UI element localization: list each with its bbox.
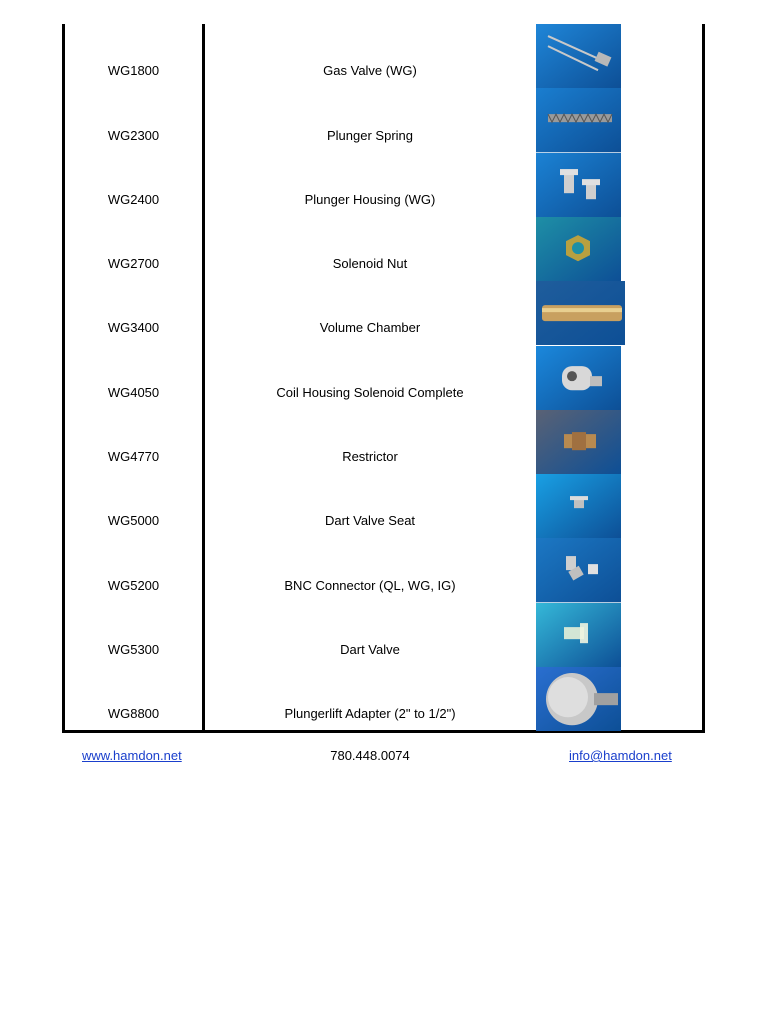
nut-photo-icon bbox=[536, 217, 621, 281]
part-description: Gas Valve (WG) bbox=[323, 63, 417, 79]
table-row bbox=[62, 24, 705, 88]
bnc-connector-photo-icon bbox=[536, 538, 621, 602]
email-link[interactable]: info@hamdon.net bbox=[569, 748, 672, 763]
phone-number: 780.448.0074 bbox=[330, 748, 410, 763]
part-code: WG5300 bbox=[107, 641, 160, 657]
table-row bbox=[62, 410, 705, 474]
part-description: Restrictor bbox=[342, 449, 398, 465]
part-code: WG1800 bbox=[107, 63, 160, 79]
table-row bbox=[62, 217, 705, 281]
restrictor-photo-icon bbox=[536, 410, 621, 474]
table-row bbox=[62, 346, 705, 410]
part-code: WG5000 bbox=[107, 513, 160, 529]
part-description: Plungerlift Adapter (2" to 1/2") bbox=[284, 706, 456, 722]
table-row bbox=[62, 153, 705, 217]
coil-housing-photo-icon bbox=[536, 346, 621, 410]
part-code: WG4770 bbox=[107, 449, 160, 465]
part-code: WG5200 bbox=[107, 577, 160, 593]
part-code: WG8800 bbox=[107, 706, 160, 722]
adapter-photo-icon bbox=[536, 667, 621, 731]
table-row bbox=[62, 538, 705, 602]
spring-photo-icon bbox=[536, 88, 621, 152]
table-row bbox=[62, 281, 705, 345]
part-code: WG2700 bbox=[107, 256, 160, 272]
part-description: Volume Chamber bbox=[319, 320, 421, 336]
part-description: Plunger Spring bbox=[327, 127, 413, 143]
valve-seat-photo-icon bbox=[536, 474, 621, 538]
housing-photo-icon bbox=[536, 153, 621, 217]
part-description: BNC Connector (QL, WG, IG) bbox=[284, 577, 456, 593]
gas-valve-photo-icon bbox=[536, 24, 621, 88]
footer bbox=[62, 748, 705, 768]
part-code: WG3400 bbox=[107, 320, 160, 336]
part-description: Solenoid Nut bbox=[332, 256, 408, 272]
table-row bbox=[62, 603, 705, 667]
part-code: WG2300 bbox=[107, 127, 160, 143]
part-description: Plunger Housing (WG) bbox=[304, 191, 436, 207]
website-link[interactable]: www.hamdon.net bbox=[82, 748, 182, 763]
part-code: WG2400 bbox=[107, 191, 160, 207]
chamber-photo-icon bbox=[536, 281, 625, 345]
part-code: WG4050 bbox=[107, 384, 160, 400]
table-row bbox=[62, 667, 705, 731]
parts-table bbox=[62, 24, 705, 733]
part-description: Coil Housing Solenoid Complete bbox=[276, 384, 464, 400]
part-description: Dart Valve bbox=[340, 641, 400, 657]
table-row bbox=[62, 474, 705, 538]
table-row bbox=[62, 88, 705, 152]
part-description: Dart Valve Seat bbox=[324, 513, 416, 529]
dart-valve-photo-icon bbox=[536, 603, 621, 667]
